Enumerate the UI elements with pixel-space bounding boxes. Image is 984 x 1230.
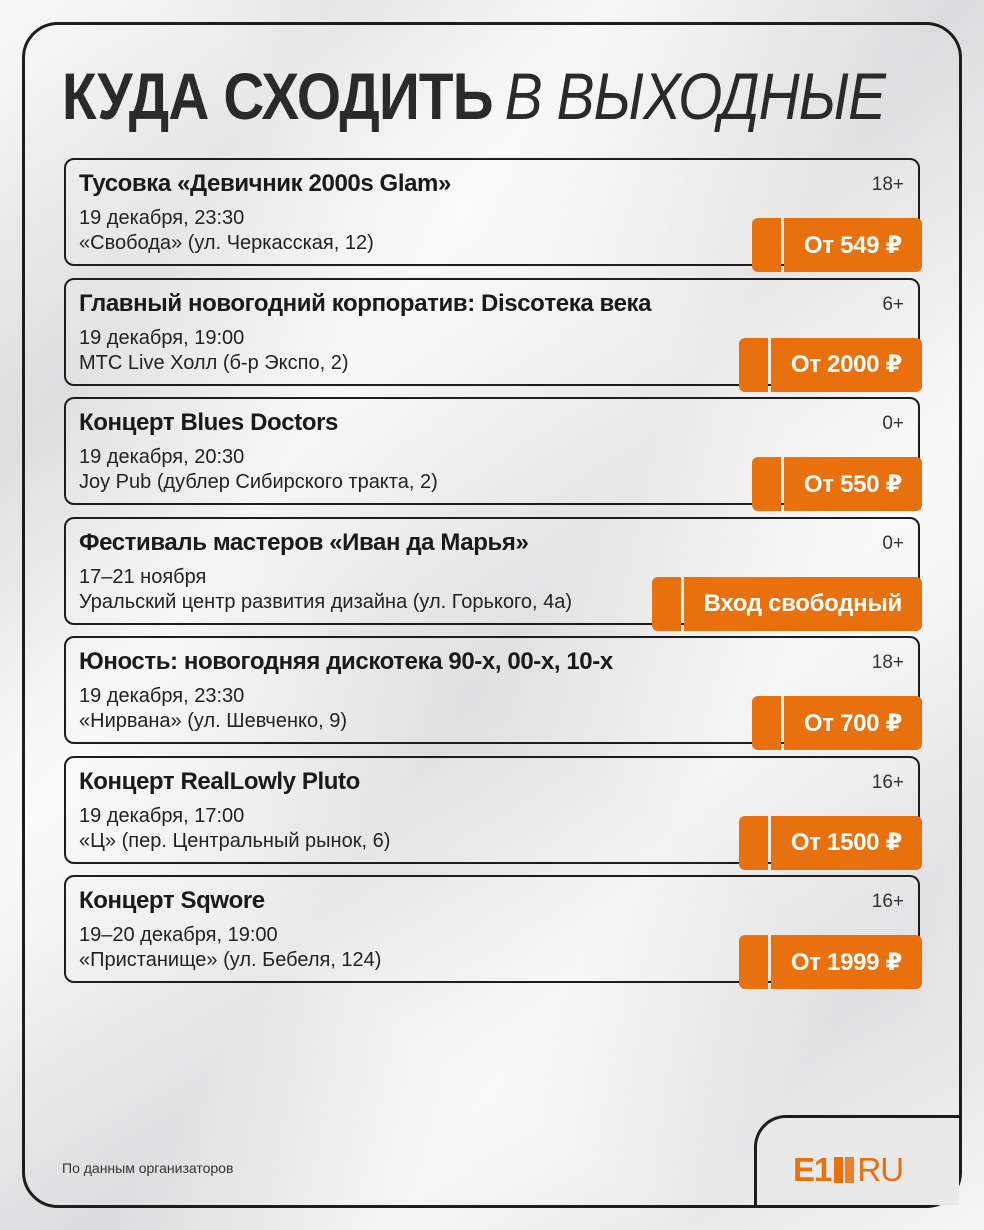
price-label: Вход свободный [684, 577, 922, 631]
event-place: «Пристанище» (ул. Бебеля, 124) [79, 949, 382, 971]
age-rating: 18+ [871, 652, 904, 673]
event-date: 19 декабря, 20:30 [79, 446, 245, 468]
event-date: 19 декабря, 19:00 [79, 326, 245, 349]
event-title: Фестиваль мастеров «Иван да Марья» [79, 528, 529, 556]
event-card[interactable] [64, 756, 920, 864]
event-place: Уральский центр развития дизайна (ул. Горького, 4а) [79, 590, 573, 613]
event-date: 17–21 ноября [79, 565, 207, 588]
event-place: Joy Pub (дублер Сибирского тракта, 2) [79, 471, 438, 493]
event-card[interactable] [64, 517, 920, 625]
event-card[interactable] [64, 875, 920, 983]
event-card[interactable] [64, 636, 920, 744]
price-button[interactable] [652, 577, 922, 631]
event-place: «Нирвана» (ул. Шевченко, 9) [79, 710, 347, 732]
age-rating: 0+ [882, 413, 904, 434]
price-tab [752, 218, 781, 272]
price-label: От 549 ₽ [784, 218, 922, 272]
logo-square-icon [834, 1157, 854, 1183]
event-title: Тусовка «Девичник 2000s Glam» [79, 170, 451, 197]
event-date: 19 декабря, 23:30 [79, 207, 245, 229]
price-label: От 700 ₽ [784, 696, 922, 750]
price-label: От 550 ₽ [784, 457, 922, 511]
price-tab [652, 577, 681, 631]
event-list [64, 158, 920, 995]
price-button[interactable] [739, 338, 922, 392]
price-tab [752, 696, 781, 750]
event-date: 19 декабря, 23:30 [79, 685, 245, 707]
event-place: «Ц» (пер. Центральный рынок, 6) [79, 829, 391, 852]
event-place: «Свобода» (ул. Черкасская, 12) [79, 232, 374, 254]
price-button[interactable] [752, 457, 922, 511]
age-rating: 16+ [871, 891, 904, 912]
age-rating: 0+ [882, 532, 904, 554]
source-note: По данным организаторов [62, 1160, 234, 1176]
logo-e1: E1 [793, 1151, 832, 1188]
event-card[interactable] [64, 397, 920, 505]
logo-ru: RU [857, 1151, 904, 1188]
event-place: МТС Live Холл (б-р Экспо, 2) [79, 351, 349, 374]
age-rating: 6+ [882, 293, 904, 315]
event-title: Концерт Blues Doctors [79, 409, 338, 436]
price-tab [739, 338, 768, 392]
event-title: Концерт RealLowly Pluto [79, 767, 360, 795]
event-date: 19 декабря, 17:00 [79, 804, 245, 827]
price-tab [752, 457, 781, 511]
price-tab [739, 816, 768, 870]
e1-logo[interactable] [793, 1152, 903, 1188]
age-rating: 18+ [871, 174, 904, 195]
price-button[interactable] [739, 935, 922, 989]
price-tab [739, 935, 768, 989]
price-label: От 2000 ₽ [771, 338, 922, 392]
event-title: Юность: новогодняя дискотека 90-х, 00-х, 10-х [79, 648, 613, 675]
event-card[interactable] [64, 158, 920, 266]
event-card[interactable] [64, 278, 920, 386]
price-button[interactable] [752, 696, 922, 750]
price-button[interactable] [739, 816, 922, 870]
event-title: Концерт Sqwore [79, 887, 265, 914]
title-bold: КУДА СХОДИТЬ [62, 59, 493, 133]
event-date: 19–20 декабря, 19:00 [79, 924, 278, 946]
event-title: Главный новогодний корпоратив: Discoтека века [79, 289, 652, 317]
price-button[interactable] [752, 218, 922, 272]
price-label: От 1999 ₽ [771, 935, 922, 989]
price-label: От 1500 ₽ [771, 816, 922, 870]
page-title [62, 56, 885, 136]
title-light: В ВЫХОДНЫЕ [504, 59, 886, 133]
age-rating: 16+ [871, 771, 904, 793]
